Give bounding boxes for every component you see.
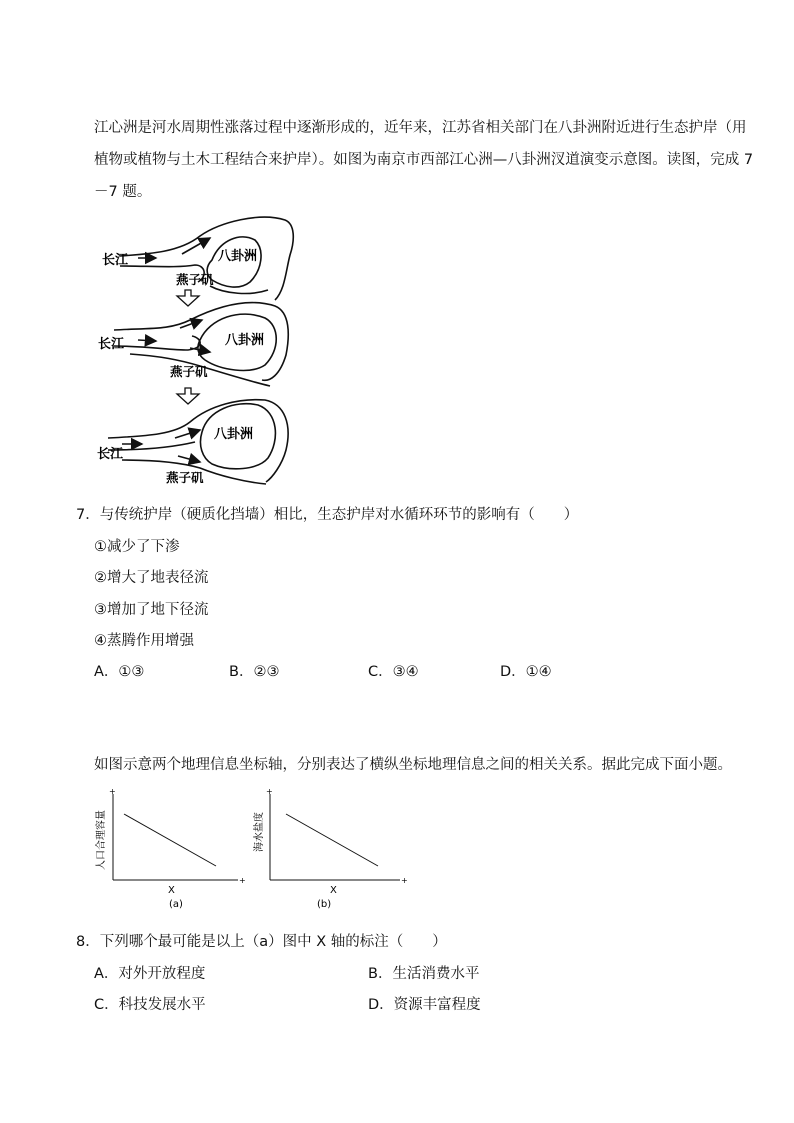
island-label-3: 八卦洲: [214, 427, 254, 442]
stage-1: [120, 217, 293, 300]
chart-a-x-plus: +: [239, 876, 246, 885]
q7-option-d[interactable]: D．①④: [500, 664, 552, 680]
passage1-line3: －7 题。: [94, 184, 152, 200]
chart-b-ylabel: 海水盐度: [254, 812, 265, 852]
q8-option-a[interactable]: A．对外开放程度: [94, 966, 206, 982]
q8-option-c[interactable]: C．科技发展水平: [94, 997, 206, 1013]
q8-stem: 8．下列哪个最可能是以上（a）图中 X 轴的标注（ ）: [76, 934, 447, 950]
chart-a-caption: (a): [169, 899, 183, 910]
q7-item-2: ②增大了地表径流: [94, 570, 209, 586]
chart-a-ylabel: 人口合理容量: [96, 810, 107, 870]
chart-a: [90, 786, 255, 914]
river-label-2: 长江: [98, 337, 125, 352]
island-label-1: 八卦洲: [218, 249, 258, 264]
channel-evolution-diagram: [90, 210, 310, 490]
q7-stem: 7．与传统护岸（硬质化挡墙）相比，生态护岸对水循环环节的影响有（ ）: [76, 507, 579, 523]
chart-b-trend-line: [286, 814, 378, 866]
q7-item-4: ④蒸腾作用增强: [94, 633, 194, 649]
q7-option-a[interactable]: A．①③: [94, 664, 145, 680]
q8-option-b[interactable]: B．生活消费水平: [368, 966, 480, 982]
river-label-1: 长江: [102, 253, 129, 268]
chart-b-caption: (b): [317, 899, 332, 910]
chart-b-xlabel: X: [330, 885, 337, 896]
passage1-line1: 江心洲是河水周期性涨落过程中逐渐形成的，近年来，江苏省相关部门在八卦洲附近进行生态护岸（用: [94, 120, 747, 136]
chart-a-xlabel: X: [168, 885, 175, 896]
q7-item-1: ①减少了下渗: [94, 539, 180, 555]
q7-item-3: ③增加了地下径流: [94, 602, 209, 618]
chart-a-trend-line: [124, 814, 216, 866]
passage1-line2: 植物或植物与土木工程结合来护岸）。如图为南京市西部江心洲—八卦洲汊道演变示意图。读图，完成 7: [94, 152, 754, 168]
cliff-label-2: 燕子矶: [170, 364, 208, 379]
transition-arrow-2: [177, 388, 199, 404]
q7-option-b[interactable]: B．②③: [229, 664, 280, 680]
chart-b-y-plus: +: [266, 787, 273, 796]
chart-b-x-plus: +: [401, 876, 408, 885]
q8-option-d[interactable]: D．资源丰富程度: [368, 997, 481, 1013]
river-label-3: 长江: [97, 447, 124, 462]
island-label-2: 八卦洲: [225, 333, 265, 348]
chart-a-y-plus: +: [109, 787, 116, 796]
passage2-text: 如图示意两个地理信息坐标轴，分别表达了横纵坐标地理信息之间的相关关系。据此完成下面小题。: [94, 757, 732, 773]
cliff-label-1: 燕子矶: [176, 272, 214, 287]
transition-arrow-1: [177, 290, 199, 306]
chart-b: [252, 786, 417, 914]
q7-option-c[interactable]: C．③④: [368, 664, 419, 680]
cliff-label-3: 燕子矶: [166, 470, 204, 485]
